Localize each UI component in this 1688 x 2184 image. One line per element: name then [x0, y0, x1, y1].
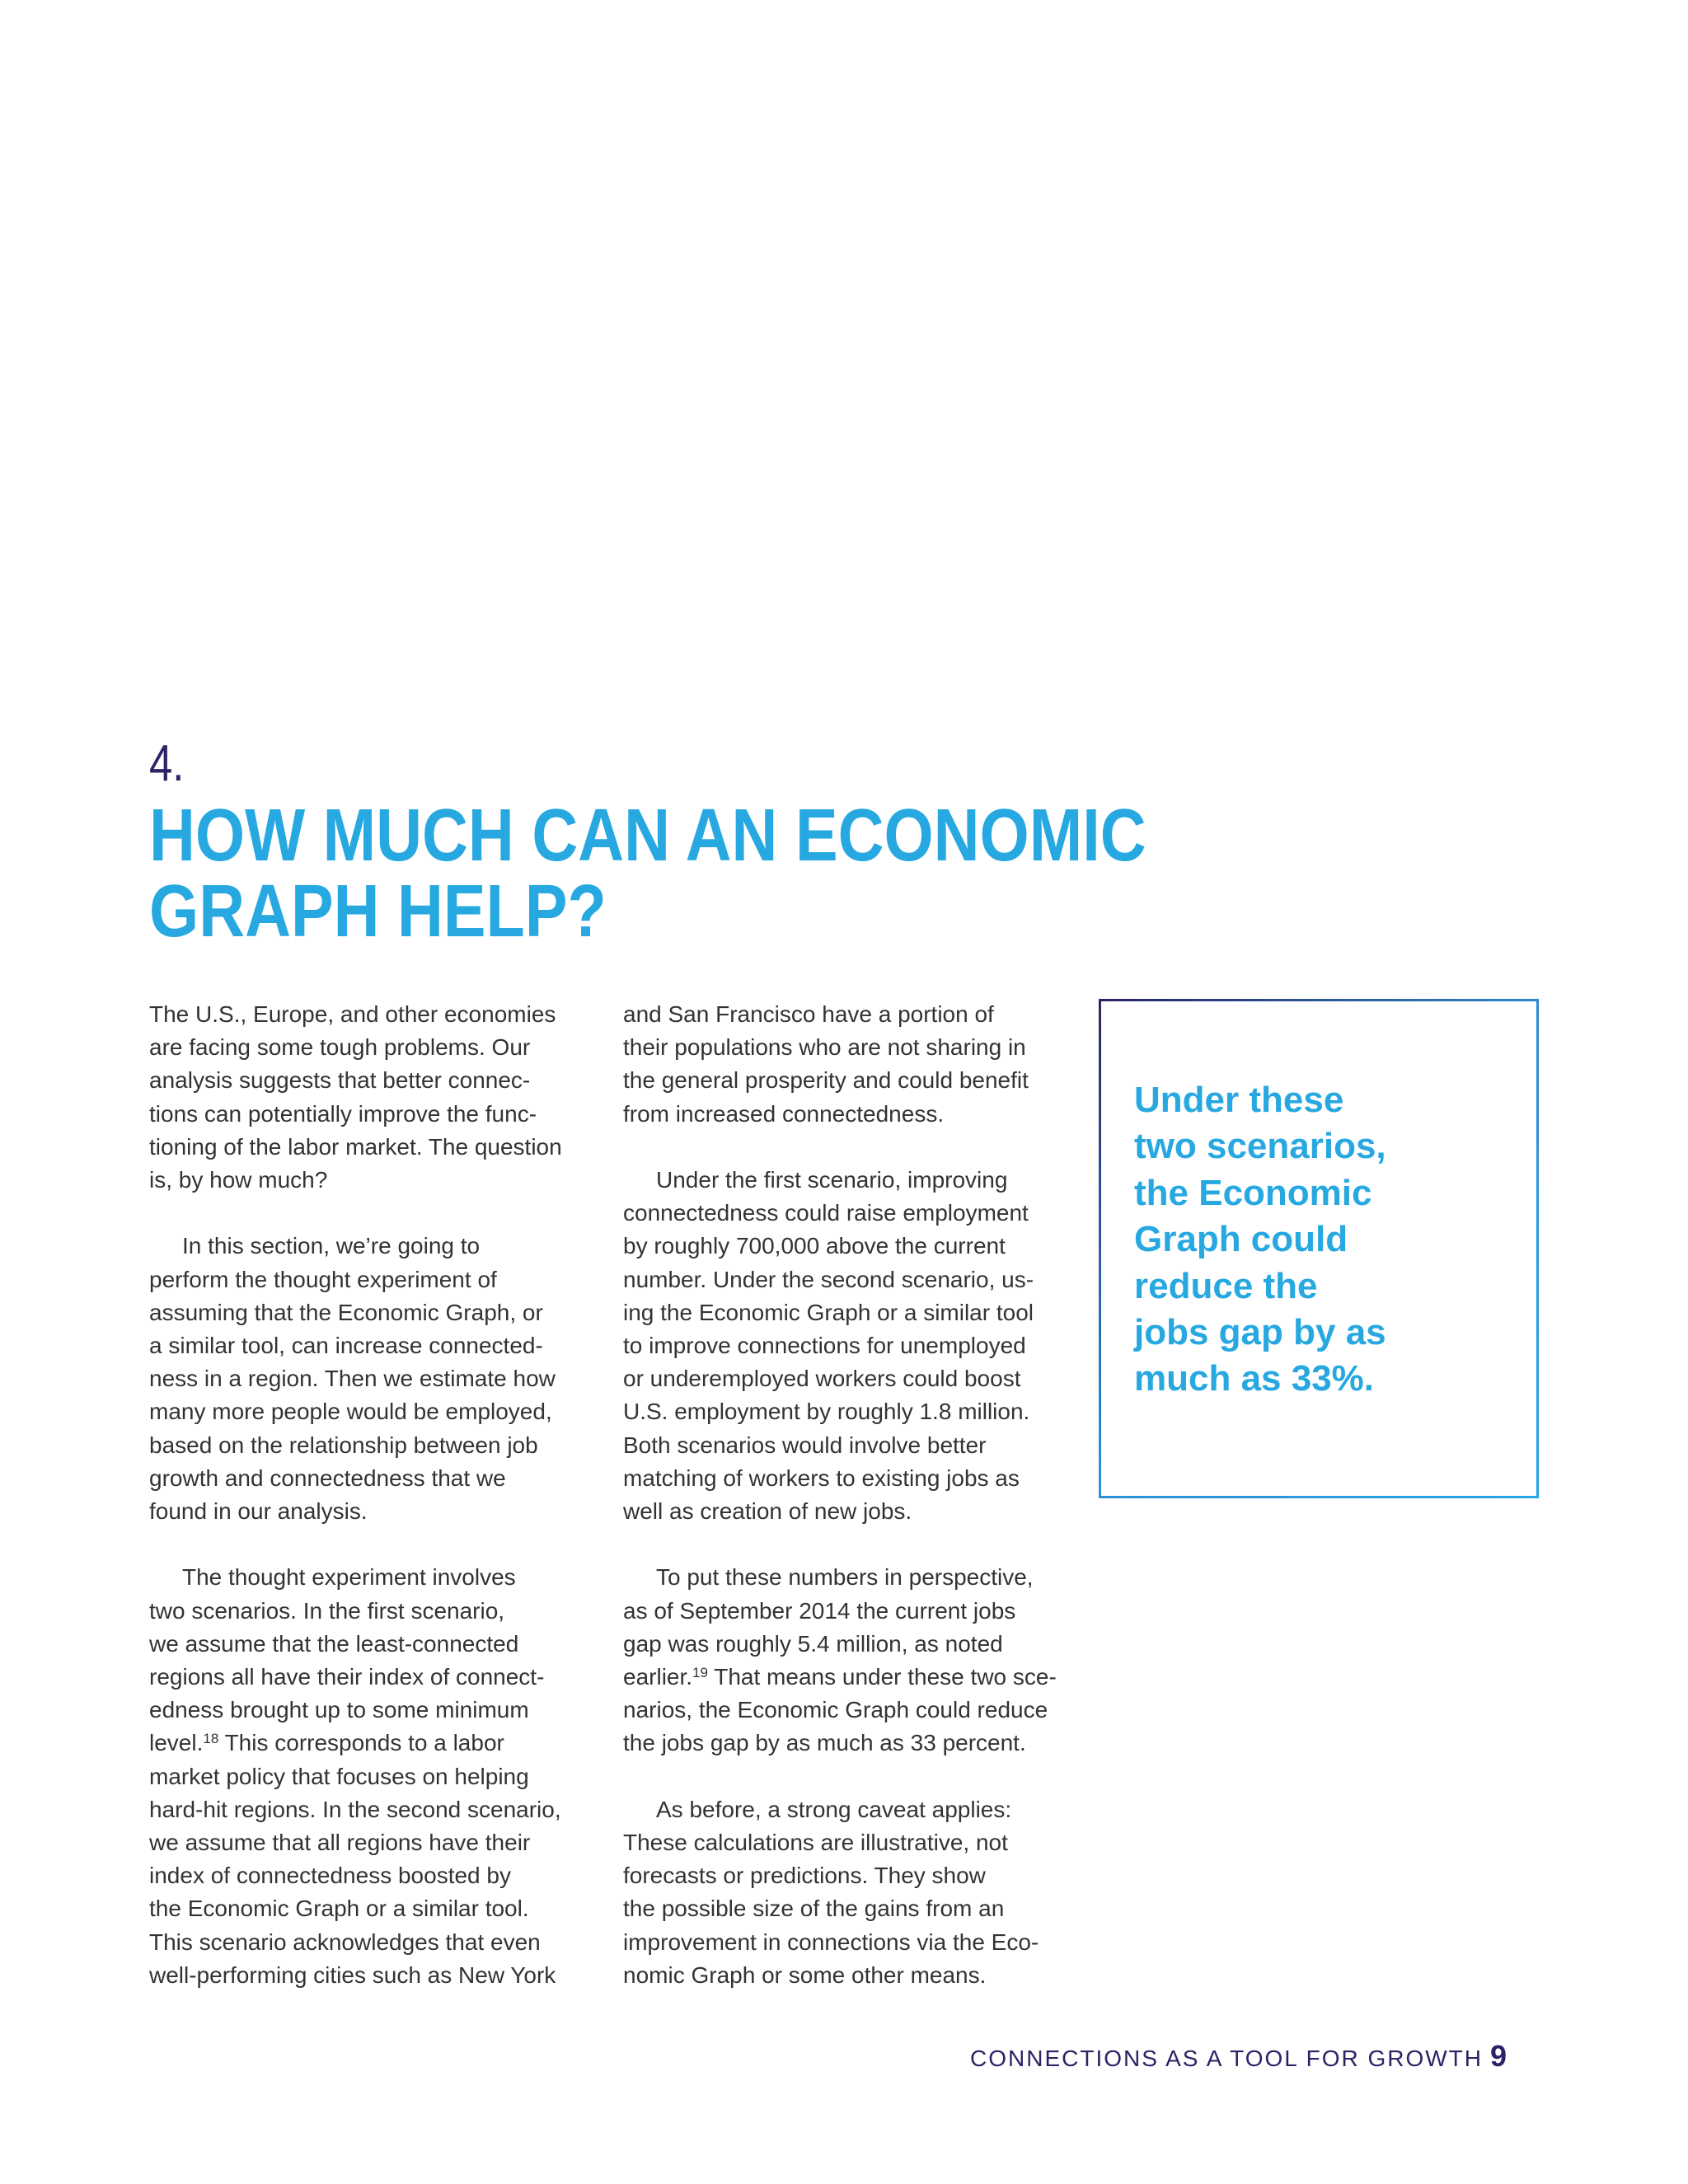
pullquote-line: two scenarios, [1134, 1126, 1386, 1167]
section-title [149, 794, 1146, 953]
text-line: based on the relationship between job [149, 1432, 538, 1458]
text-line: analysis suggests that better connec- [149, 1067, 531, 1094]
text-line: tioning of the labor market. The question [149, 1133, 562, 1160]
text-line-with-footnote [623, 1661, 1085, 1694]
text-fragment: earlier. [623, 1664, 693, 1690]
text-line: to improve connections for unemployed [623, 1333, 1026, 1359]
text-line: the possible size of the gains from an [623, 1896, 1005, 1922]
pullquote-line: much as 33%. [1134, 1358, 1375, 1399]
text-line: assuming that the Economic Graph, or [149, 1299, 543, 1325]
text-line: from increased connectedness. [623, 1100, 945, 1127]
section-title-line: GRAPH HELP? [149, 870, 607, 953]
section-title-line: HOW MUCH CAN AN ECONOMIC [149, 794, 1146, 877]
text-line: or underemployed workers could boost [623, 1366, 1021, 1392]
text-line: These calculations are illustrative, not [623, 1830, 1008, 1856]
text-line-with-footnote [149, 1727, 611, 1760]
paragraph-gap [623, 1131, 1085, 1164]
pullquote-text [1134, 1077, 1386, 1403]
running-footer-title: CONNECTIONS AS A TOOL FOR GROWTH [970, 2046, 1484, 2071]
text-line: The thought experiment involves [182, 1564, 516, 1591]
text-line: the Economic Graph or a similar tool. [149, 1896, 529, 1922]
text-line: many more people would be employed, [149, 1399, 552, 1425]
paragraph-gap [149, 1528, 611, 1561]
text-line: connectedness could raise employment [623, 1200, 1029, 1226]
text-fragment: level. [149, 1730, 204, 1756]
text-line: narios, the Economic Graph could reduce [623, 1697, 1048, 1723]
text-line: is, by how much? [149, 1167, 328, 1193]
text-line: by roughly 700,000 above the current [623, 1233, 1006, 1259]
text-line: number. Under the second scenario, us- [623, 1266, 1034, 1292]
page-number: 9 [1490, 2039, 1507, 2073]
text-line: index of connectedness boosted by [149, 1863, 511, 1889]
text-line: a similar tool, can increase connected- [149, 1333, 543, 1359]
pullquote-line: reduce the [1134, 1265, 1318, 1306]
text-line: In this section, we’re going to [182, 1233, 481, 1259]
text-line: are facing some tough problems. Our [149, 1034, 531, 1061]
section-number: 4. [149, 735, 185, 792]
text-line: tions can potentially improve the func- [149, 1100, 537, 1127]
pullquote-box [1099, 999, 1539, 1498]
text-line: forecasts or predictions. They show [623, 1863, 986, 1889]
text-line: well as creation of new jobs. [623, 1498, 912, 1525]
paragraph-gap [623, 1528, 1085, 1561]
text-line: improvement in connections via the Eco- [623, 1929, 1039, 1955]
text-line: matching of workers to existing jobs as [623, 1465, 1020, 1491]
text-line: the general prosperity and could benefit [623, 1067, 1029, 1094]
footnote-ref-18[interactable]: 18 [203, 1731, 219, 1747]
text-line: hard-hit regions. In the second scenario, [149, 1796, 561, 1822]
text-line: found in our analysis. [149, 1498, 368, 1525]
footnote-ref-19[interactable]: 19 [692, 1665, 708, 1681]
paragraph-gap [623, 1760, 1085, 1793]
pullquote-line: jobs gap by as [1134, 1312, 1386, 1353]
text-fragment: That means under these two sce- [707, 1664, 1057, 1690]
text-line: ness in a region. Then we estimate how [149, 1366, 556, 1392]
text-line: As before, a strong caveat applies: [656, 1796, 1012, 1822]
text-line: Both scenarios would involve better [623, 1432, 987, 1458]
text-line: perform the thought experiment of [149, 1266, 497, 1292]
text-line: we assume that the least-connected [149, 1630, 519, 1657]
text-line: as of September 2014 the current jobs [623, 1597, 1016, 1624]
text-line: the jobs gap by as much as 33 percent. [623, 1730, 1026, 1756]
text-line: we assume that all regions have their [149, 1830, 531, 1856]
pullquote-line: the Economic [1134, 1172, 1372, 1213]
text-line: and San Francisco have a portion of [623, 1001, 994, 1027]
paragraph-gap [149, 1197, 611, 1230]
text-line: nomic Graph or some other means. [623, 1961, 987, 1988]
text-line: gap was roughly 5.4 million, as noted [623, 1630, 1003, 1657]
text-line: well-performing cities such as New York [149, 1961, 556, 1988]
text-line: U.S. employment by roughly 1.8 million. [623, 1399, 1030, 1425]
text-line: To put these numbers in perspective, [656, 1564, 1034, 1591]
text-fragment: This corresponds to a labor [218, 1730, 504, 1756]
text-line: growth and connectedness that we [149, 1465, 506, 1491]
text-line: regions all have their index of connect- [149, 1664, 545, 1690]
text-line: ing the Economic Graph or a similar tool [623, 1299, 1034, 1325]
body-column-1 [149, 998, 611, 1992]
text-line: their populations who are not sharing in [623, 1034, 1026, 1061]
text-line: edness brought up to some minimum [149, 1697, 529, 1723]
text-line: This scenario acknowledges that even [149, 1929, 541, 1955]
text-line: The U.S., Europe, and other economies [149, 1001, 556, 1027]
pullquote-line: Under these [1134, 1080, 1344, 1120]
pullquote-line: Graph could [1134, 1219, 1348, 1260]
text-line: market policy that focuses on helping [149, 1763, 529, 1789]
body-column-2 [623, 998, 1085, 1992]
text-line: two scenarios. In the first scenario, [149, 1597, 505, 1624]
text-line: Under the first scenario, improving [656, 1167, 1008, 1193]
